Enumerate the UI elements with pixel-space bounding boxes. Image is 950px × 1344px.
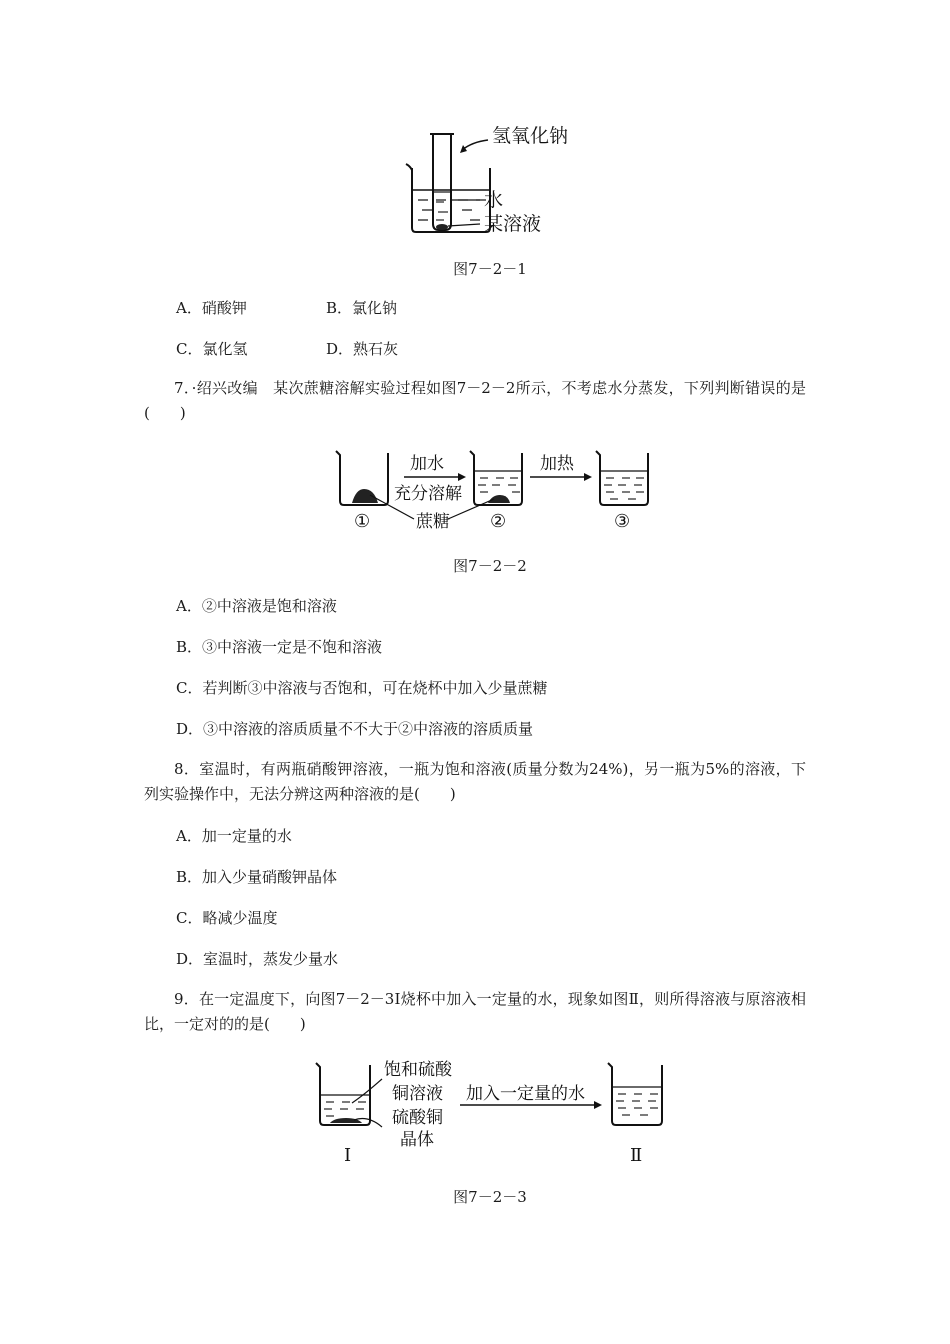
caption-fig3: 图7－2－3 bbox=[453, 1188, 527, 1206]
q7-option-d: D．③中溶液的溶质质量不不大于②中溶液的溶质质量 bbox=[176, 720, 534, 738]
label-heat: 加热 bbox=[540, 454, 574, 474]
label-beaker-II: Ⅱ bbox=[630, 1145, 643, 1166]
q8-stem: 8．室温时，有两瓶硝酸钾溶液，一瓶为饱和溶液(质量分数为24%)，另一瓶为5%的溶液，下列实验操作中，无法分辨这两种溶液的是( ) bbox=[144, 760, 806, 803]
figure-7-2-2 bbox=[330, 445, 670, 540]
label-cuso4-solution: 铜溶液 bbox=[392, 1084, 443, 1104]
label-add-water: 加水 bbox=[410, 454, 444, 474]
q8-option-c: C．略减少温度 bbox=[176, 909, 278, 927]
caption-fig1: 图7－2－1 bbox=[453, 260, 527, 278]
label-saturated: 饱和硫酸 bbox=[384, 1060, 452, 1080]
label-beaker-I: Ⅰ bbox=[344, 1145, 352, 1166]
figure-7-2-3 bbox=[312, 1055, 672, 1170]
q7-option-b: B．③中溶液一定是不饱和溶液 bbox=[176, 638, 383, 656]
label-water: 水 bbox=[484, 189, 504, 211]
q8-option-a: A．加一定量的水 bbox=[176, 827, 292, 845]
q7-option-c: C．若判断③中溶液与否饱和，可在烧杯中加入少量蔗糖 bbox=[176, 679, 548, 697]
q7-option-a: A．②中溶液是饱和溶液 bbox=[176, 597, 337, 615]
label-cuso4: 硫酸铜 bbox=[392, 1108, 443, 1128]
label-add-water-amount: 加入一定量的水 bbox=[466, 1084, 585, 1104]
label-sugar: 蔗糖 bbox=[416, 512, 450, 532]
q9-stem: 9．在一定温度下，向图7－2－3Ⅰ烧杯中加入一定量的水，现象如图Ⅱ，则所得溶液与原溶液相比，一定对的的是( ) bbox=[144, 990, 806, 1033]
q7-stem: 7．·绍兴改编 某次蔗糖溶解实验过程如图7－2－2所示，不考虑水分蒸发，下列判断错误的是( ) bbox=[144, 379, 806, 422]
q6-option-c: C．氯化氢 bbox=[176, 340, 248, 358]
q6-option-a: A．硝酸钾 bbox=[176, 299, 247, 317]
label-beaker-2: ② bbox=[490, 511, 507, 532]
q6-option-d: D．熟石灰 bbox=[326, 340, 399, 358]
label-solution: 某溶液 bbox=[484, 213, 542, 235]
label-dissolve: 充分溶解 bbox=[394, 484, 462, 504]
q8-option-b: B．加入少量硝酸钾晶体 bbox=[176, 868, 338, 886]
label-crystal: 晶体 bbox=[400, 1130, 434, 1150]
label-beaker-3: ③ bbox=[614, 511, 631, 532]
caption-fig2: 图7－2－2 bbox=[453, 557, 527, 575]
figure-7-2-1 bbox=[400, 120, 600, 240]
q8-option-d: D．室温时，蒸发少量水 bbox=[176, 950, 339, 968]
label-naoh: 氢氧化钠 bbox=[492, 125, 569, 147]
label-beaker-1: ① bbox=[354, 511, 371, 532]
q6-option-b: B．氯化钠 bbox=[326, 299, 398, 317]
